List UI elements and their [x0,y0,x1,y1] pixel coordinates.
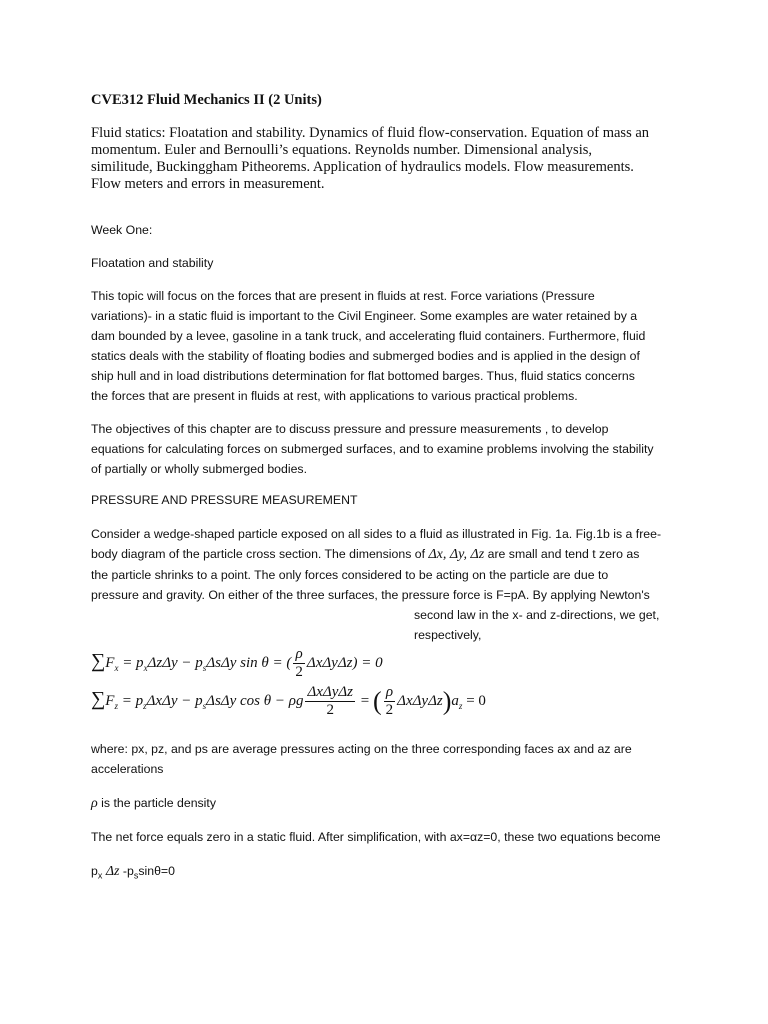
paragraph-line: second law in the x- and z-directions, we get, [414,608,660,622]
paragraph-net-force [91,827,691,847]
rho-symbol: ρ [91,796,98,811]
dimension-symbols: Δx, Δy, Δz [428,547,485,562]
paragraph-line: The net force equals zero in a static fluid. After simplification, with ax=αz=0, these two equations become [91,830,661,844]
intro-line: momentum. Euler and Bernoulli’s equations. Reynolds number. Dimensional analysis, [91,142,592,158]
paragraph-line: ship hull and in load distributions determination for flat bottomed barges. Thus, fluid statics concerns [91,369,635,383]
paragraph-line: accelerations [91,762,164,776]
section-title: Floatation and stability [91,256,214,270]
course-title: CVE312 Fluid Mechanics II (2 Units) [91,92,322,108]
paragraph-line: variations)- in a static fluid is important to the Civil Engineer. Some examples are water retained by a [91,309,638,323]
paragraph-line: The objectives of this chapter are to discuss pressure and pressure measurements , to develop [91,422,609,436]
pressure-heading: PRESSURE AND PRESSURE MEASUREMENT [91,493,358,507]
fraction: $\frac{\text{ΔxΔyΔz}}{2}$ [307,684,354,718]
fraction: $\frac{\rho}{2}$ [385,684,394,718]
paragraph-line: ρ is the particle density [91,796,216,811]
final-equation [91,861,691,885]
course-description [91,125,679,193]
intro-line: Fluid statics: Floatation and stability. Dynamics of fluid flow-conservation. Equation of mass an [91,125,650,141]
paragraph-line: the forces that are present in fluids at rest, with applications to various practical problems. [91,389,578,403]
equation-sum-fx: $\sum F_x = p_x\Delta z\Delta y - p_s\Delta s\Delta y$ sin θ = ( $\frac{\rho}{2}$ ΔxΔyΔz) = 0 [91,646,383,680]
paragraph-line: This topic will focus on the forces that are present in fluids at rest. Force variations (Pressure [91,289,595,303]
fraction: $\frac{\rho}{2}$ [295,646,303,680]
paragraph-line: dam bounded by a levee, gasoline in a tank truck, and accelerating fluid containers. Furthermore, fluid [91,329,646,343]
paragraph-line: of partially or wholly submerged bodies. [91,462,307,476]
week-heading: Week One: [91,223,153,237]
equation-sum-fz: $\sum F_z = p_z\Delta x\Delta y - p_s\Delta s\Delta y$ cos θ − ρg $\frac{\text{ΔxΔyΔz}}{2}$ = ( $\frac{\rho}{2}$ $\Delta x\Delta y\Delta z)a_z = 0$ [91,684,486,718]
intro-line: similitude, Buckinggham Pitheorems. Application of hydraulics models. Flow measurements. [91,159,634,175]
paragraph-wedge [91,524,691,645]
paragraph-line: body diagram of the particle cross section. The dimensions of Δx, Δy, Δz are small and tend t zero as [91,547,640,562]
paragraph-line: where: px, pz, and ps are average pressures acting on the three corresponding faces ax and az are [91,742,632,756]
paragraph-forces [91,286,691,406]
paragraph-line: Consider a wedge-shaped particle exposed on all sides to a fluid as illustrated in Fig. 1a. Fig.1b is a free- [91,527,662,541]
paragraph-where [91,739,691,779]
paragraph-objectives [91,419,691,479]
paragraph-line: equations for calculating forces on submerged surfaces, and to examine problems involving the stability [91,442,654,456]
paragraph-line: the particle shrinks to a point. The only forces considered to be acting on the particle are due to [91,568,609,582]
paragraph-line: $p_x$ Δz $-p_s\sin\theta=0$ [91,864,175,881]
intro-line: Flow meters and errors in measurement. [91,176,325,192]
paragraph-line: pressure and gravity. On either of the three surfaces, the pressure force is F=pA. By applying Newton's [91,588,650,602]
paragraph-line: statics deals with the stability of floating bodies and submerged bodies and is applied in the design of [91,349,640,363]
paragraph-density [91,793,691,814]
paragraph-line: respectively, [414,628,482,642]
